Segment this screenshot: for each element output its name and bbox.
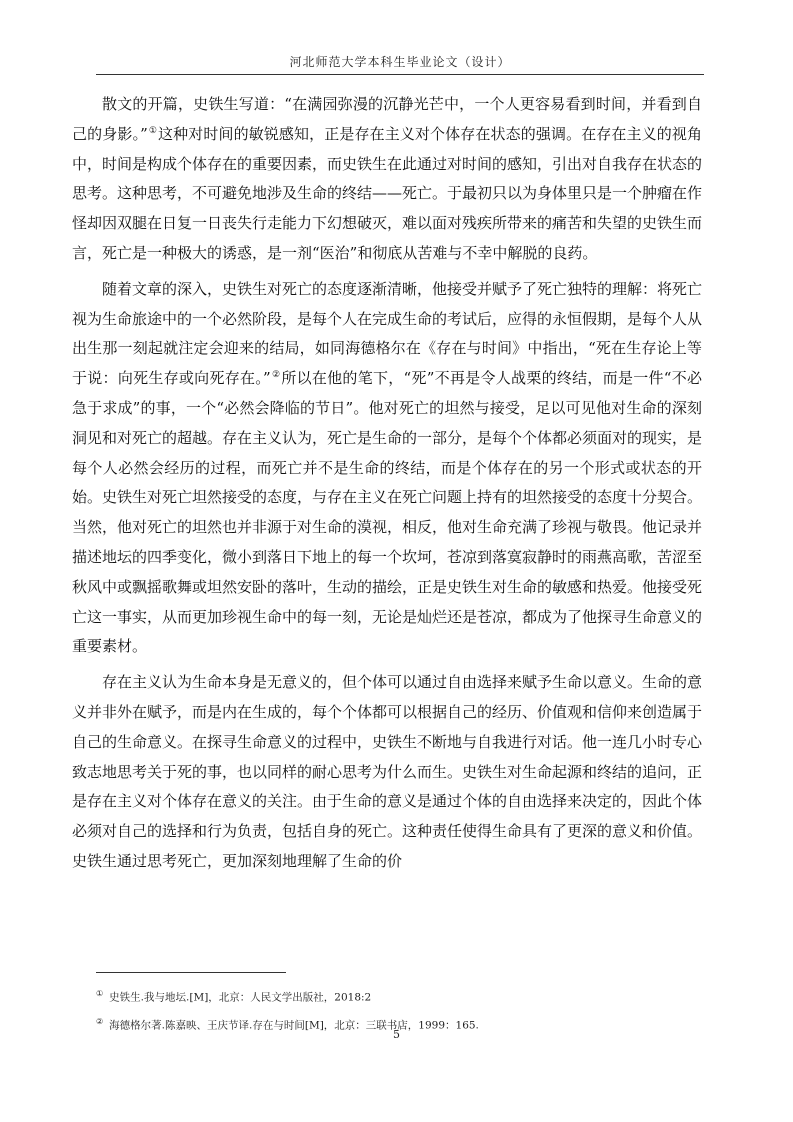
- footnote-text: 史铁生.我与地坛.[M]，北京：人民文学出版社，2018:2: [109, 991, 372, 1004]
- paragraph: [72, 668, 702, 877]
- page-header-title: 河北师范大学本科生毕业论文（设计）: [289, 55, 511, 69]
- footnote: [96, 986, 696, 1006]
- header-rule: [96, 74, 704, 75]
- paragraph-text: 这种对时间的敏锐感知，正是存在主义对个体存在状态的强调。在存在主义的视角中，时间是构成个体存在的重要因素，而史铁生在此通过对时间的感知，引出对自我存在状态的思考。这种思考，不可避免地涉及生命的终结——死亡。于最初只以为身体里只是一个肿瘤在作怪却因双腿在日复一日丧失行走能力下幻想破灭，难以面对残疾所带来的痛苦和失望的史铁生而言，死亡是一种极大的诱惑，是一剂“医治”和彻底从苦难与不幸中解脱的良药。: [72, 124, 703, 262]
- page-number: 5: [393, 1028, 400, 1041]
- paragraph-text: 随着文章的深入，史铁生对死亡的态度逐渐清晰，他接受并赋予了死亡独特的理解：将死亡视为生命旅途中的一个必然阶段，是每个人在完成生命的考试后，应得的永恒假期，是每个人从出生那一刻起就注定会迎来的结局，如同海德格尔在《存在与时间》中指出，“死在生存论上等于说：向死生存或向死存在。”: [72, 279, 703, 388]
- footnote-ref[interactable]: ①: [148, 125, 158, 136]
- paragraph-text: 存在主义认为生命本身是无意义的，但个体可以通过自由选择来赋予生命以意义。生命的意义并非外在赋予，而是内在生成的，每个个体都可以根据自己的经历、价值观和信仰来创造属于自己的生命意义。在探寻生命意义的过程中，史铁生不断地与自我进行对话。他一连几小时专心致志地思考关于死的事，也以同样的耐心思考为什么而生。史铁生对生命起源和终结的追问，正是存在主义对个体存在意义的关注。由于生命的意义是通过个体的自由选择来决定的，因此个体必须对自己的选择和行为负责，包括自身的死亡。这种责任使得生命具有了更深的意义和价值。史铁生通过思考死亡，更加深刻地理解了生命的价: [72, 673, 703, 870]
- footnote-text: 海德格尔著.陈嘉映、王庆节译.存在与时间[M]，北京：三联书店，1999：165.: [109, 1019, 479, 1031]
- body-text: [72, 90, 702, 877]
- paragraph-text: 所以在他的笔下，“死”不再是令人战栗的终结，而是一件“不必急于求成”的事，一个“必然会降临的节日”。他对死亡的坦然与接受，足以可见他对生命的深刻洞见和对死亡的超越。存在主义认为，死亡是生命的一部分，是每个个体都必须面对的现实，是每个人必然会经历的过程，而死亡并不是生命的终结，而是个体存在的另一个形式或状态的开始。史铁生对死亡坦然接受的态度，与存在主义在死亡问题上持有的坦然接受的态度十分契合。当然，他对死亡的坦然也并非源于对生命的漠视，相反，他对生命充满了珍视与敬畏。他记录并描述地坛的四季变化，微小到落日下地上的每一个坎坷，苍凉到落寞寂静时的雨燕高歌，苦涩至秋风中或飘摇歌舞或坦然安卧的落叶，生动的描绘，正是史铁生对生命的敏感和热爱。他接受死亡这一事实，从而更加珍视生命中的每一刻，无论是灿烂还是苍凉，都成为了他探寻生命意义的重要素材。: [72, 369, 703, 656]
- footnote-ref[interactable]: ②: [271, 370, 281, 381]
- paragraph: [72, 90, 702, 269]
- footnote-mark: ②: [96, 1016, 104, 1026]
- footnote-mark: ①: [96, 989, 104, 998]
- footnote-rule: [96, 972, 286, 973]
- paragraph: [72, 275, 702, 662]
- paragraph-text: 散文的开篇，史铁生写道：“在满园弥漫的沉静光芒中，一个人更容易看到时间，并看到自己的身影。”: [72, 95, 702, 143]
